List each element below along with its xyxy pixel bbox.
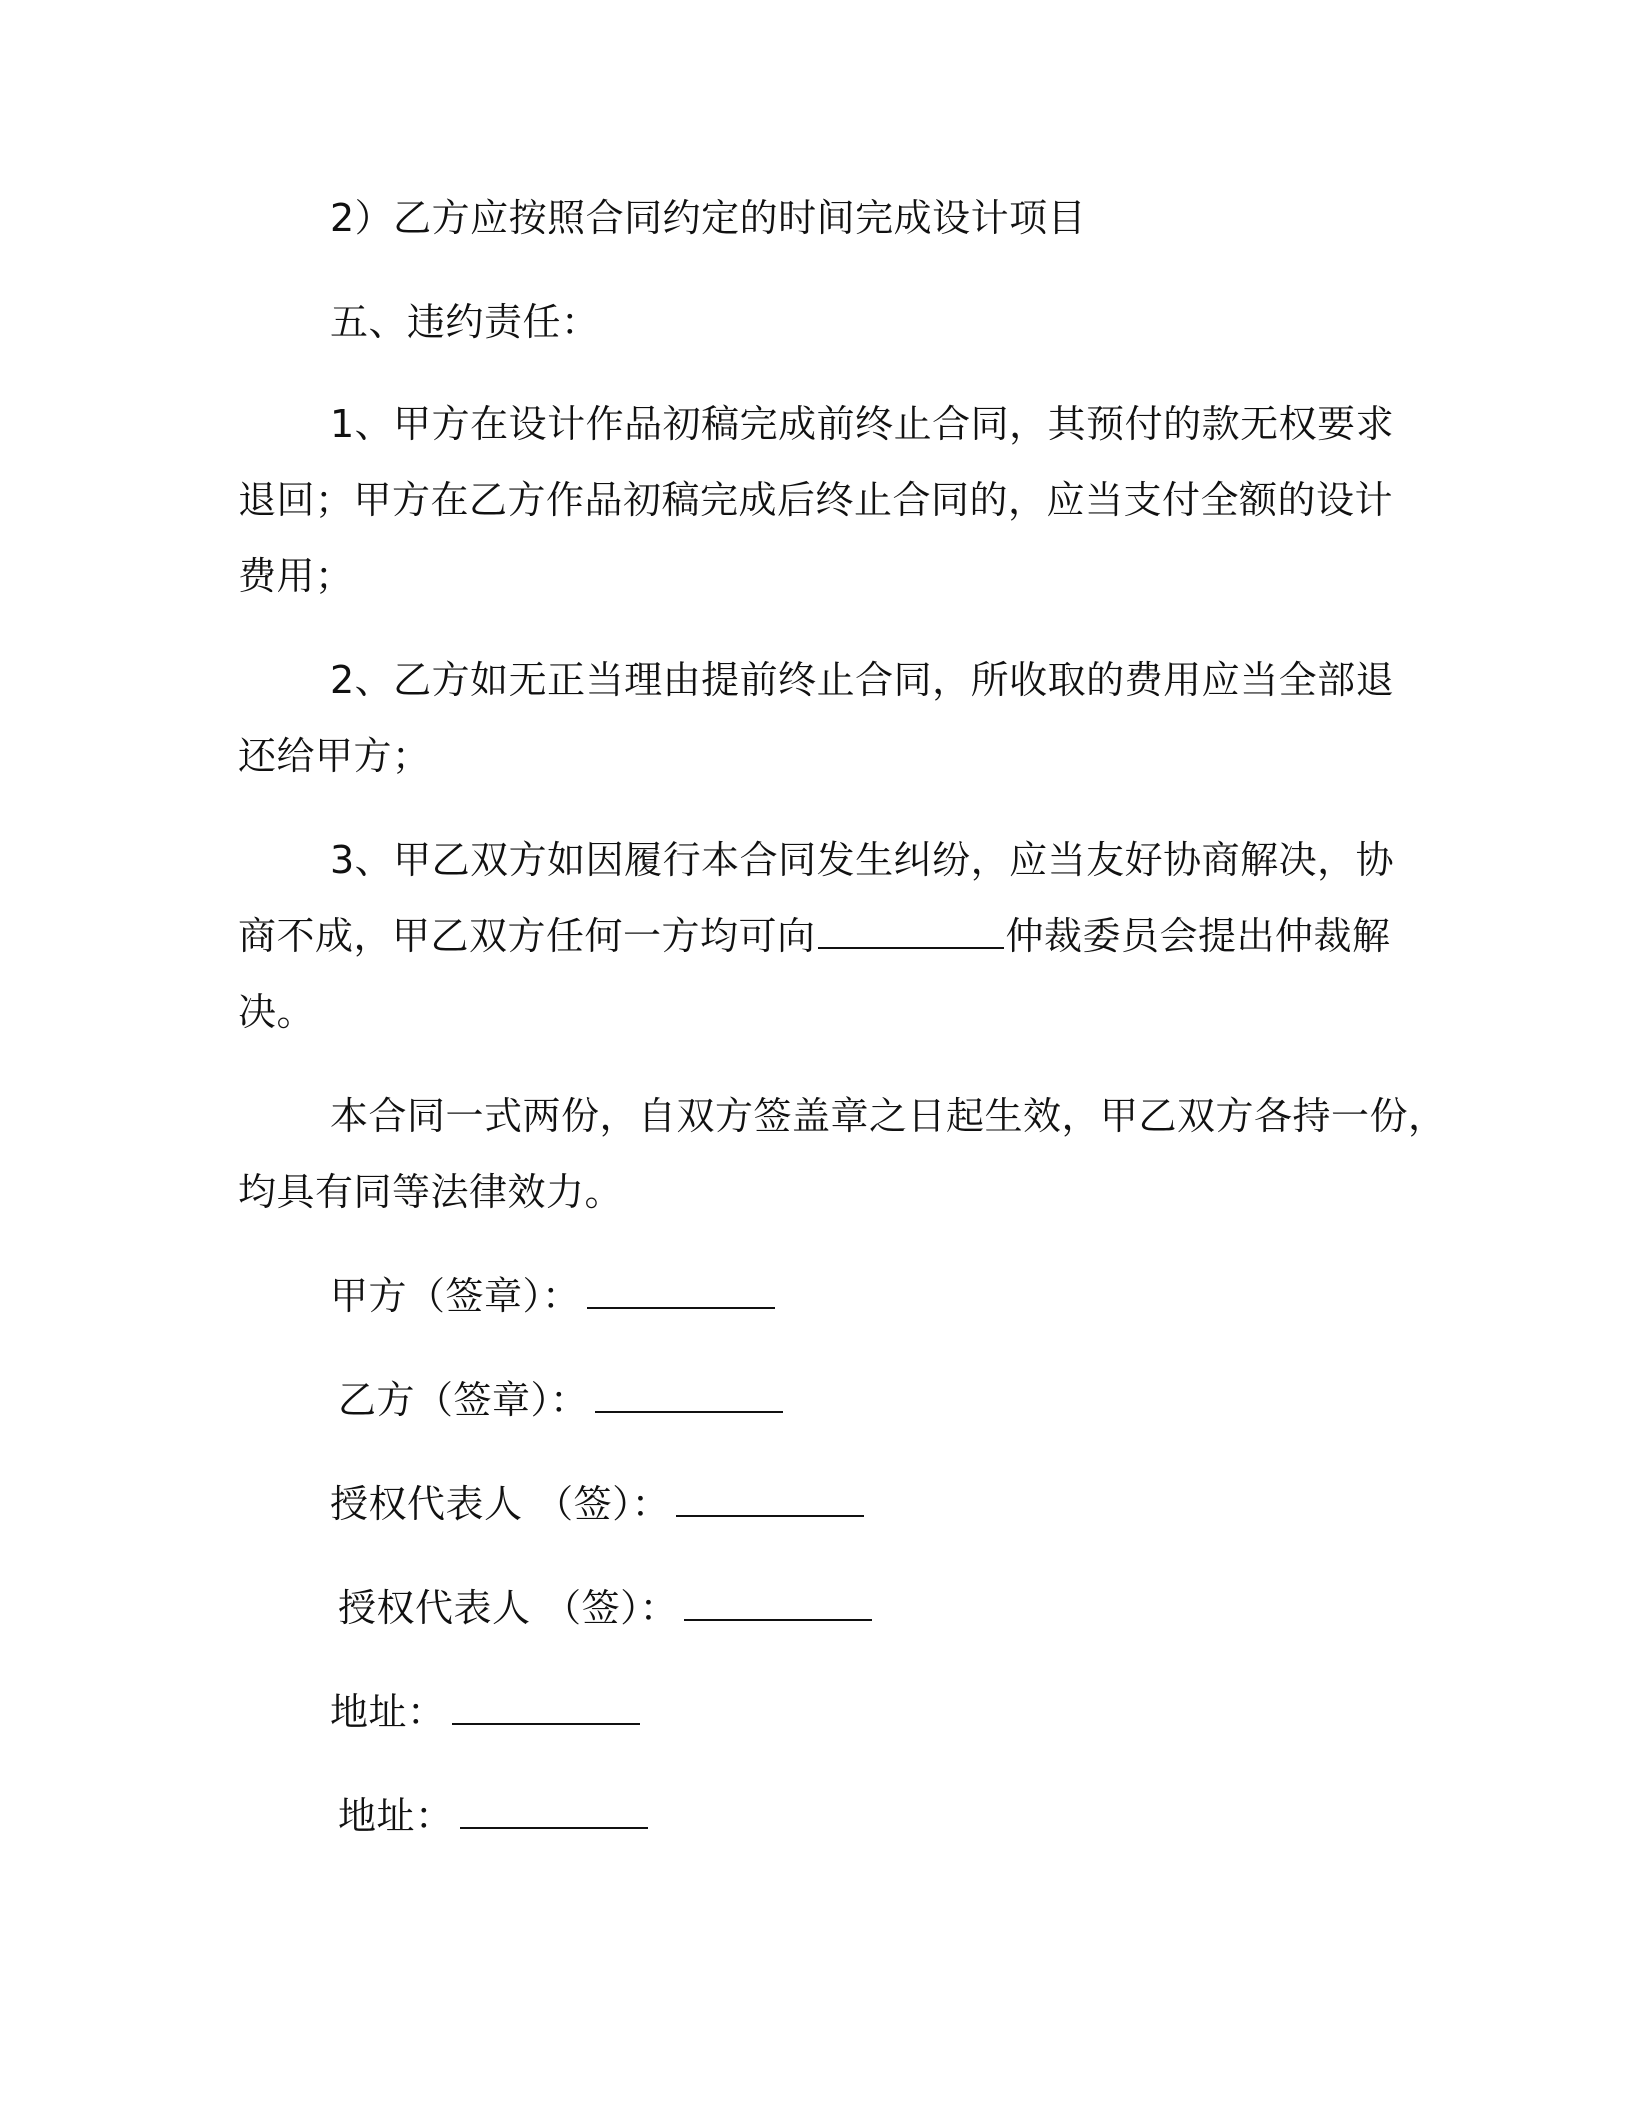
signature-party-b-field[interactable] xyxy=(595,1377,783,1413)
clause-3-line-2-after: 仲裁委员会提出仲裁解 xyxy=(1005,914,1391,958)
signature-party-b xyxy=(338,1376,783,1424)
section-5-heading: 五、违约责任： xyxy=(330,300,600,344)
rep-a xyxy=(330,1480,864,1528)
rep-b-field[interactable] xyxy=(684,1585,872,1621)
closing-line-2: 均具有同等法律效力。 xyxy=(238,1170,624,1214)
signature-party-a xyxy=(330,1272,775,1320)
clause-1-line-1: 1、甲方在设计作品初稿完成前终止合同，其预付的款无权要求 xyxy=(330,402,1395,446)
clause-1-line-3: 费用； xyxy=(238,554,354,598)
address-a xyxy=(330,1688,640,1736)
clause-3-line-2-before: 商不成，甲乙双方任何一方均可向 xyxy=(238,914,816,958)
clause-3-line-3: 决。 xyxy=(238,990,316,1034)
clause-3-line-1: 3、甲乙双方如因履行本合同发生纠纷，应当友好协商解决，协 xyxy=(330,838,1395,882)
signature-party-b-label: 乙方（签章）： xyxy=(338,1378,589,1422)
arbitration-blank-field[interactable] xyxy=(818,913,1004,949)
closing-line-1: 本合同一式两份，自双方签盖章之日起生效，甲乙双方各持一份， xyxy=(330,1094,1447,1138)
signature-party-a-label: 甲方（签章）： xyxy=(330,1274,581,1318)
rep-a-label: 授权代表人 （签）： xyxy=(330,1482,671,1526)
clause-2-line-2: 还给甲方； xyxy=(238,734,431,778)
clause-3-line-2 xyxy=(238,912,1391,960)
rep-b-label: 授权代表人 （签）： xyxy=(338,1586,679,1630)
rep-b xyxy=(338,1584,872,1632)
address-b-label: 地址： xyxy=(338,1794,454,1838)
address-b-field[interactable] xyxy=(460,1793,648,1829)
address-a-field[interactable] xyxy=(452,1689,640,1725)
item-2-text: 2）乙方应按照合同约定的时间完成设计项目 xyxy=(330,196,1087,240)
rep-a-field[interactable] xyxy=(676,1481,864,1517)
address-b xyxy=(338,1792,648,1840)
clause-2-line-1: 2、乙方如无正当理由提前终止合同，所收取的费用应当全部退 xyxy=(330,658,1395,702)
clause-1-line-2: 退回；甲方在乙方作品初稿完成后终止合同的，应当支付全额的设计 xyxy=(238,478,1394,522)
address-a-label: 地址： xyxy=(330,1690,446,1734)
signature-party-a-field[interactable] xyxy=(587,1273,775,1309)
